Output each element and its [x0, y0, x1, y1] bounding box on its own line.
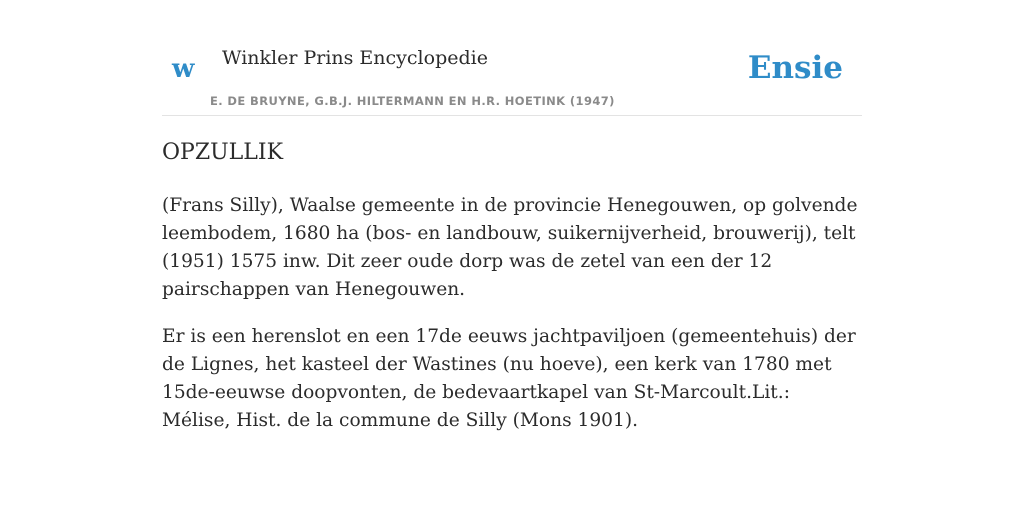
entry-body [162, 192, 862, 454]
entry-paragraph: Er is een herenslot en een 17de eeuws jachtpaviljoen (gemeentehuis) der de Lignes, het kasteel der Wastines (nu hoeve), een kerk van 1780 met 15de-eeuwse doopvonten, de bedevaartkapel van St-Marcoult.Lit.: Mélise, Hist. de la commune de Silly (Mons 1901). [162, 326, 856, 431]
site-header [162, 40, 862, 116]
book-title[interactable]: Winkler Prins Encyclopedie [222, 47, 488, 69]
entry-paragraph: (Frans Silly), Waalse gemeente in de provincie Henegouwen, op golvende leembodem, 1680 ha (bos- en landbouw, suikernijverheid, brouwerij), telt (1951) 1575 inw. Dit zeer oude dorp was de zetel van een der 12 pairschappen van Henegouwen. [162, 195, 858, 300]
book-authors: E. DE BRUYNE, G.B.J. HILTERMANN EN H.R. HOETINK (1947) [210, 94, 615, 108]
winkler-prins-logo[interactable]: w [172, 54, 195, 84]
ensie-logo[interactable]: Ensie [747, 50, 843, 86]
entry-title: OPZULLIK [162, 140, 284, 165]
